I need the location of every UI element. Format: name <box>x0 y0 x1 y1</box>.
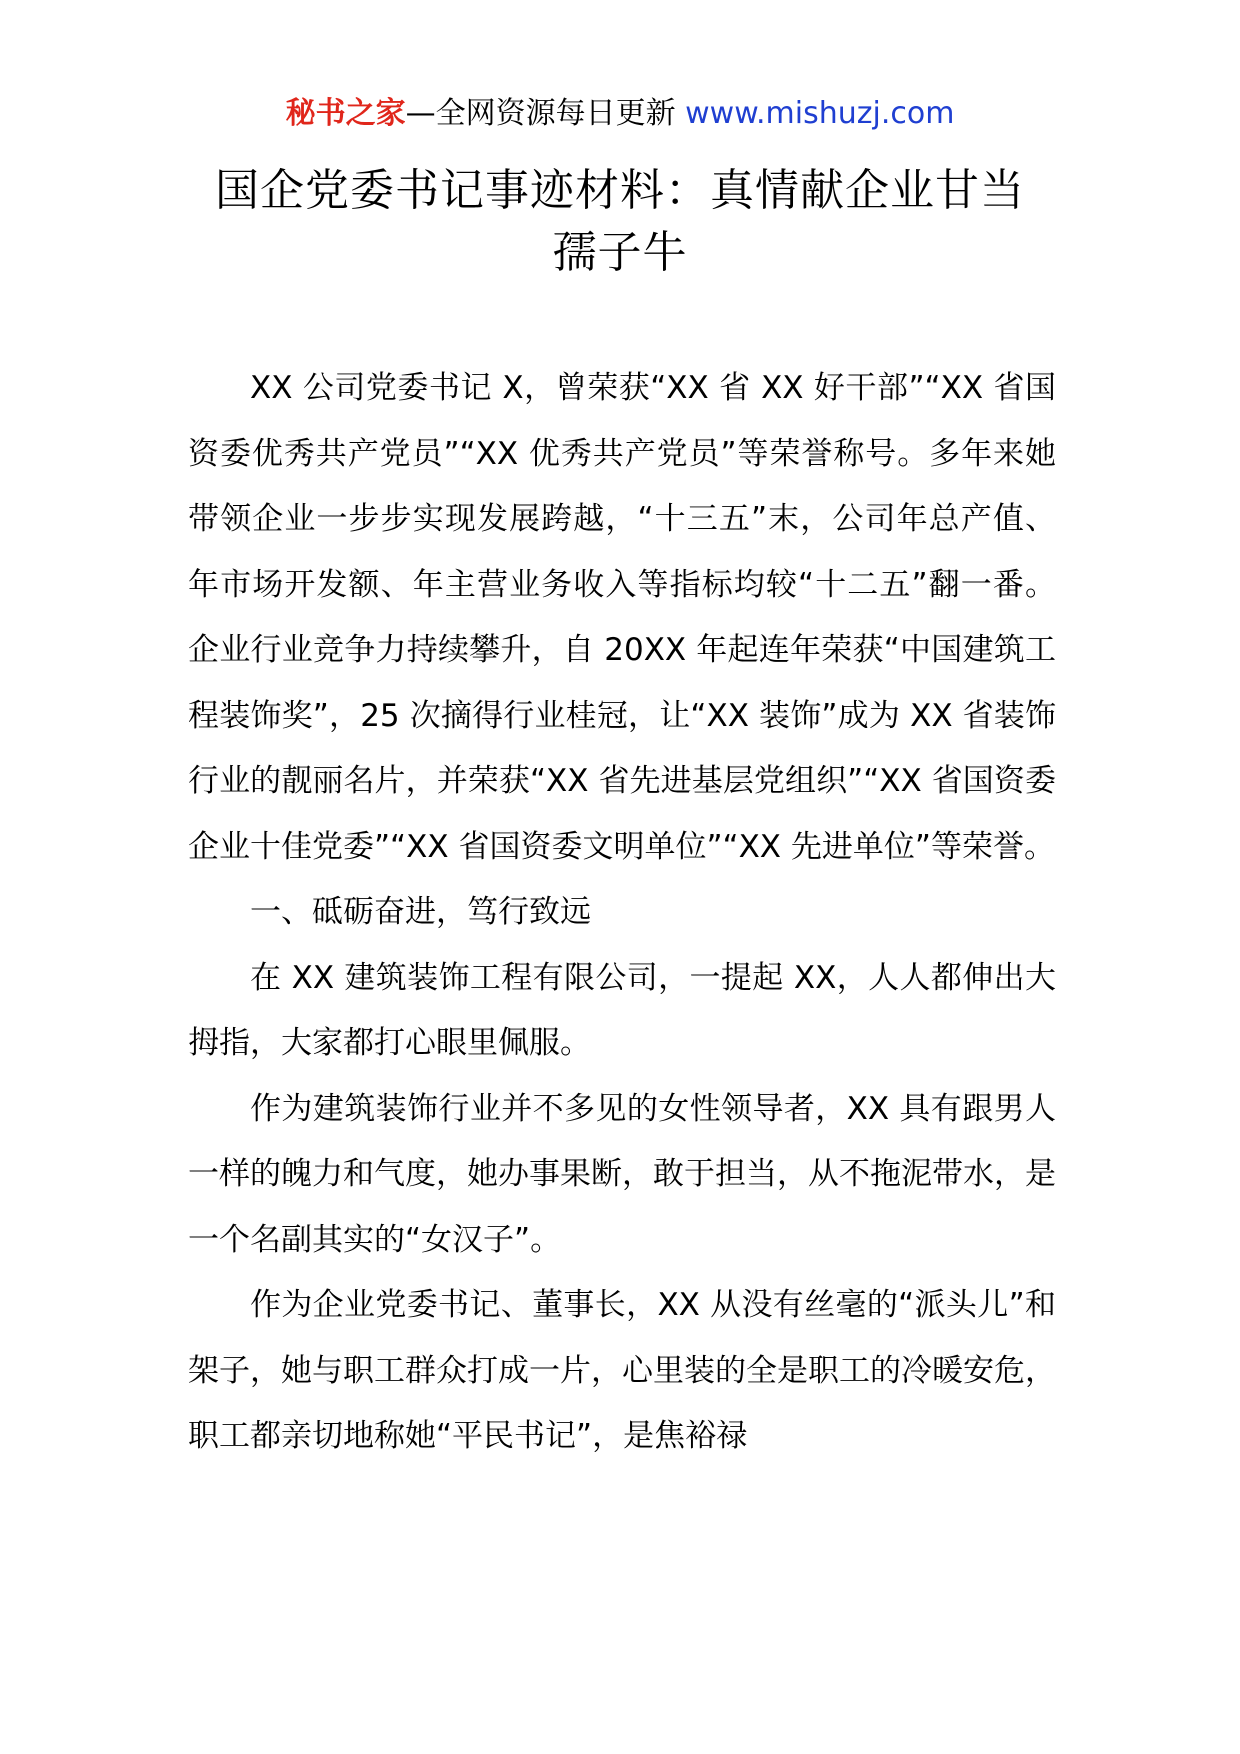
document-title-line-1: 国企党委书记事迹材料：真情献企业甘当 <box>215 165 1025 216</box>
paragraph: 在 XX 建筑装饰工程有限公司，一提起 XX，人人都伸出大拇指，大家都打心眼里佩服。 <box>188 959 1056 1061</box>
paragraph: 作为企业党委书记、董事长，XX 从没有丝毫的“派头儿”和架子，她与职工群众打成一片，心里装的全是职工的冷暖安危，职工都亲切地称她“平民书记”，是焦裕禄 <box>188 1287 1056 1454</box>
paragraph-intro: XX 公司党委书记 X，曾荣获“XX 省 XX 好干部”“XX 省国资委优秀共产党员”“XX 优秀共产党员”等荣誉称号。多年来她带领企业一步步实现发展跨越，“十三五”末，公司年总产值、年市场开发额、年主营业务收入等指标均较“十二五”翻一番。企业行业竞争力持续攀升，自 20XX 年起连年荣获“中国建筑工程装饰奖”，25 次摘得行业桂冠，让“XX 装饰”成为 XX 省装饰行业的靓丽名片，并荣获“XX 省先进基层党组织”“XX 省国资委企业十佳党委”“XX 省国资委文明单位”“XX 先进单位”等荣誉。 <box>188 370 1056 865</box>
section-heading: 一、砥砺奋进，笃行致远 <box>250 894 591 930</box>
document-body <box>188 356 1056 1470</box>
site-brand: 秘书之家 <box>285 96 406 131</box>
site-url-link[interactable]: www.mishuzj.com <box>685 96 955 131</box>
document-title-line-2: 孺子牛 <box>552 227 688 278</box>
site-header <box>0 94 1240 134</box>
document-title <box>180 160 1060 284</box>
paragraph: 作为建筑装饰行业并不多见的女性领导者，XX 具有跟男人一样的魄力和气度，她办事果断，敢于担当，从不拖泥带水，是一个名副其实的“女汉子”。 <box>188 1090 1056 1258</box>
site-slogan: —全网资源每日更新 <box>405 96 686 131</box>
